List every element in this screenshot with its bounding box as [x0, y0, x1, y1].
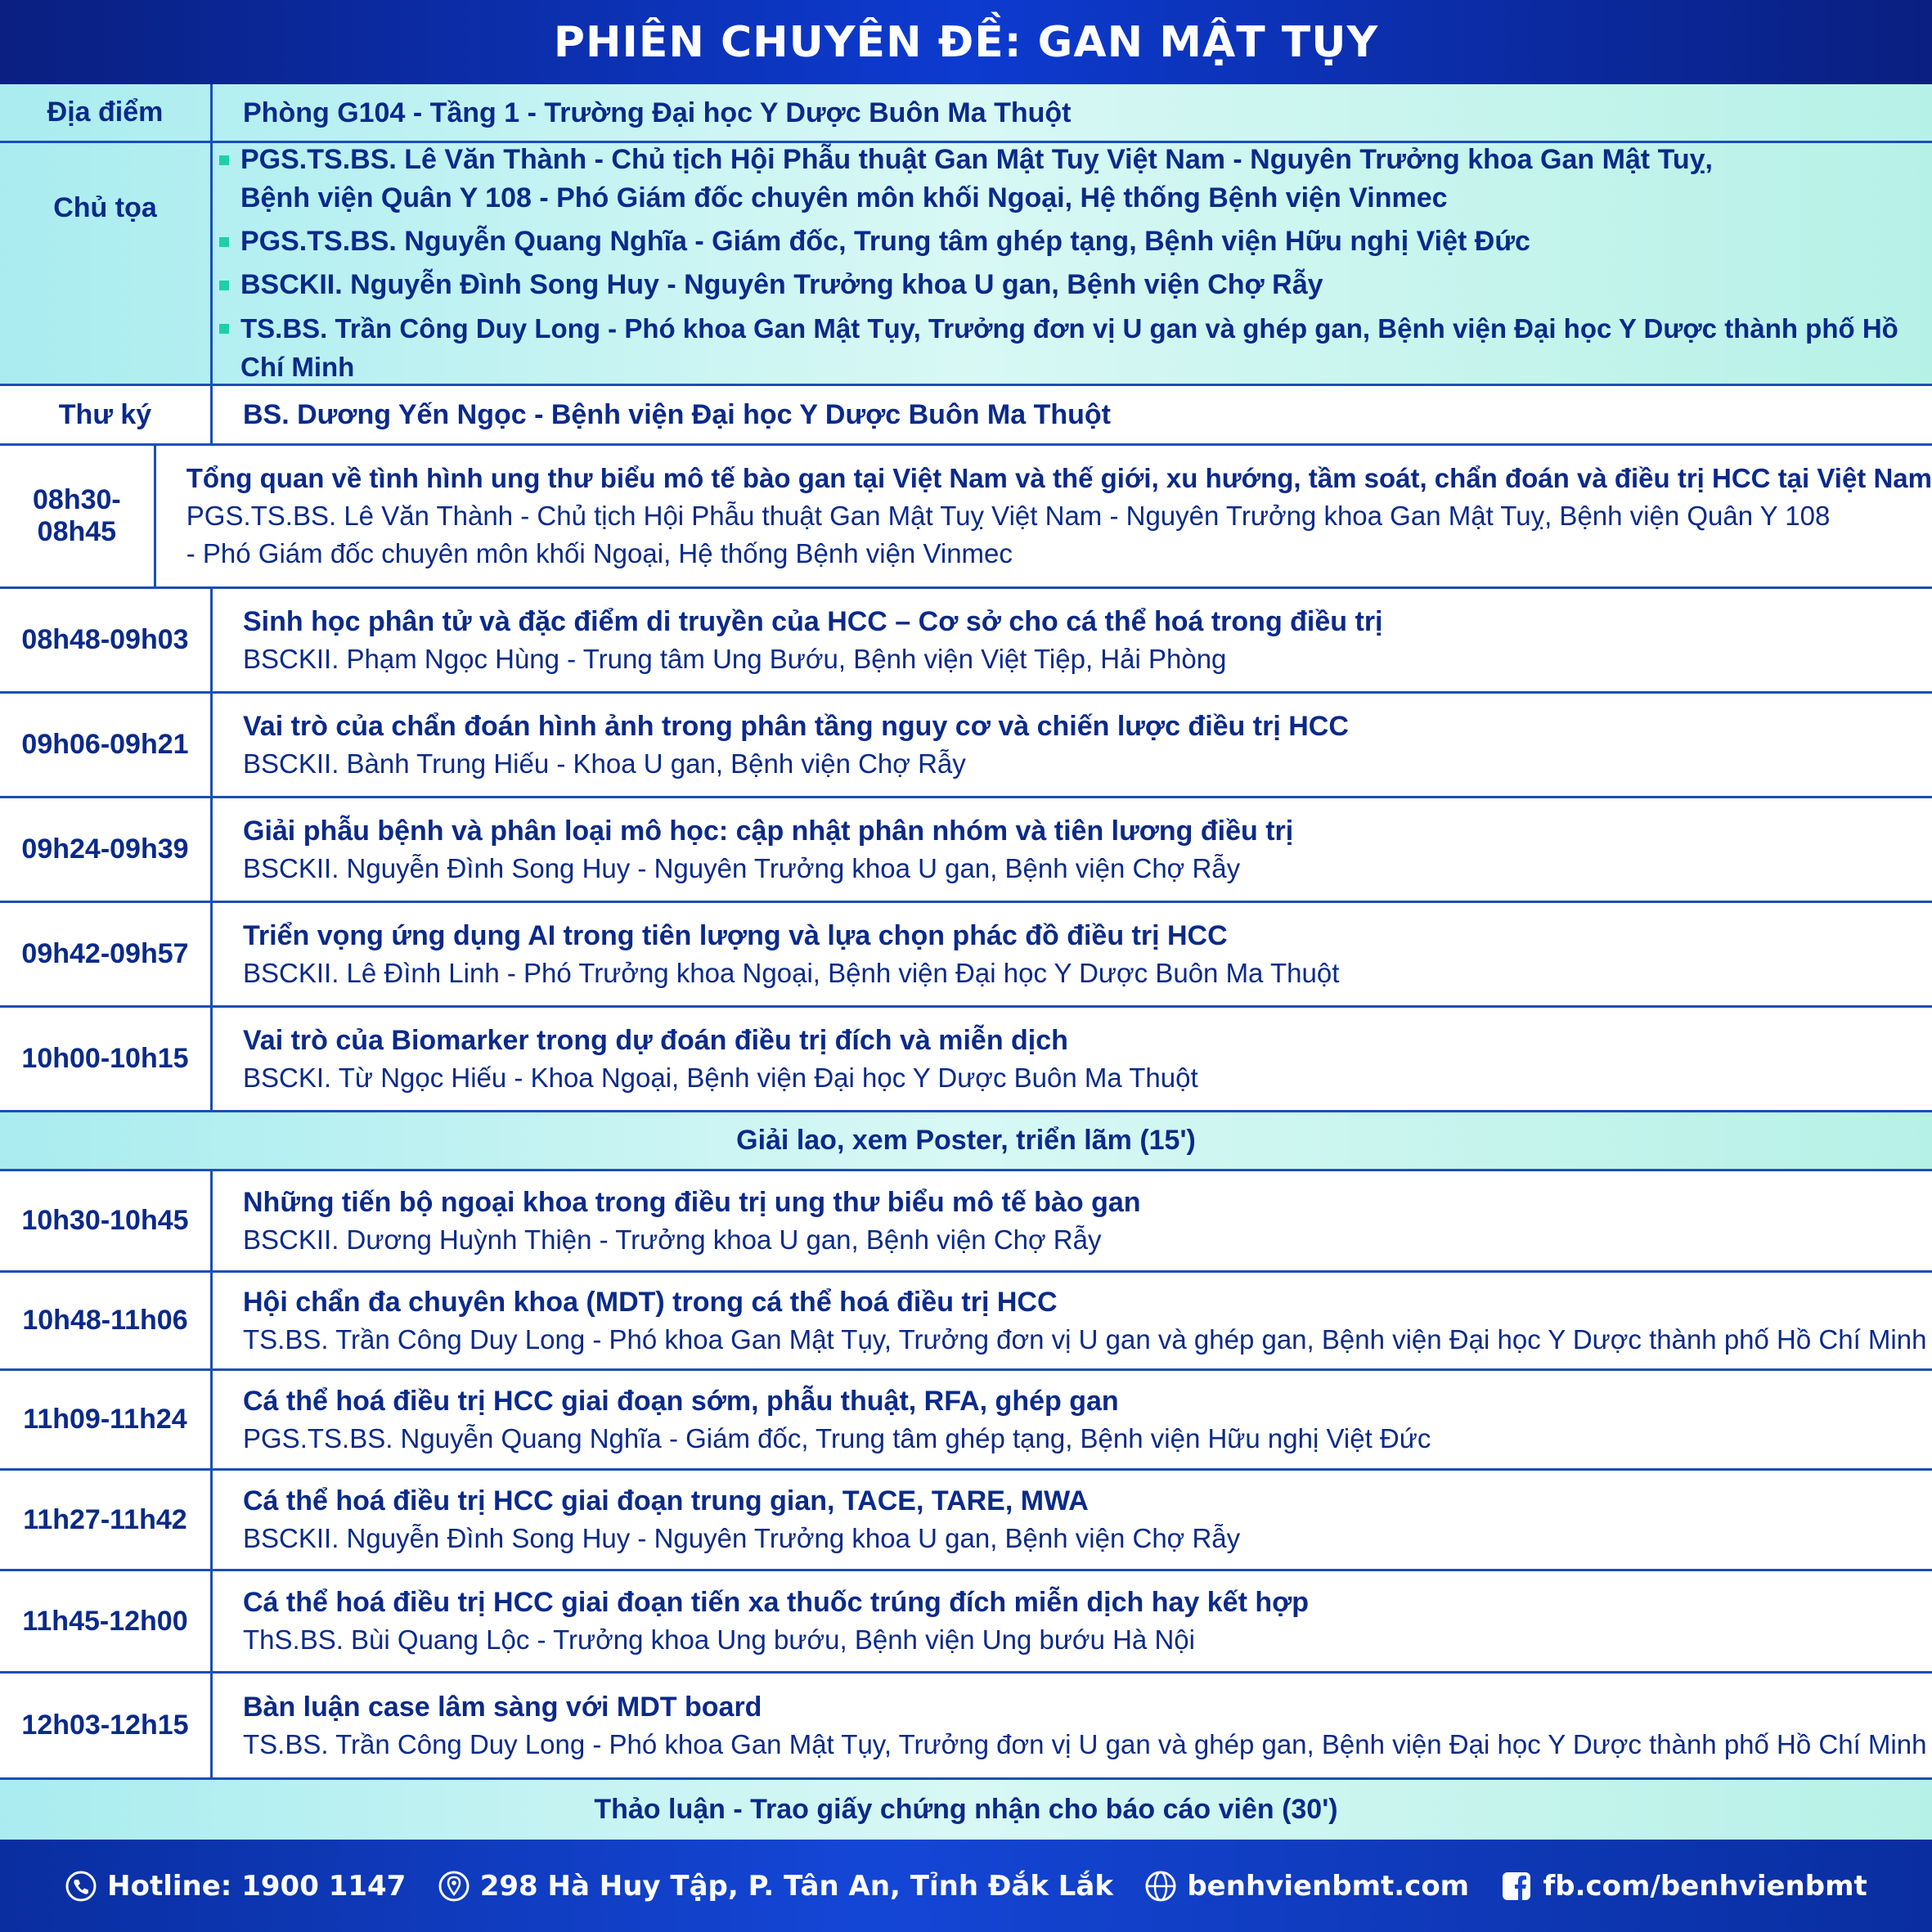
session-speaker: BSCKII. Bành Trung Hiếu - Khoa U gan, Bệnh viện Chợ Rẫy — [243, 748, 966, 779]
chairs-row — [0, 143, 1932, 386]
phone-icon — [65, 1870, 97, 1903]
location-row — [0, 84, 1932, 143]
facebook-icon — [1500, 1870, 1533, 1903]
session-speaker: BSCKI. Từ Ngọc Hiếu - Khoa Ngoại, Bệnh viện Đại học Y Dược Buôn Ma Thuột — [243, 1062, 1198, 1093]
bullet-icon — [219, 281, 229, 290]
globe-icon — [1144, 1870, 1177, 1903]
session-title: Cá thể hoá điều trị HCC giai đoạn tiến xa thuốc trúng đích miễn dịch hay kết hợp — [243, 1587, 1310, 1618]
session-time: 11h09-11h24 — [0, 1371, 213, 1468]
session-time: 09h06-09h21 — [0, 694, 213, 796]
session-speaker: TS.BS. Trần Công Duy Long - Phó khoa Gan Mật Tụy, Trưởng đơn vị U gan và ghép gan, Bệnh viện Đại học Y Dược thành phố Hồ Chí Minh — [243, 1728, 1927, 1759]
chair-item — [219, 222, 1932, 261]
session-title: Tổng quan về tình hình ung thư biểu mô tế bào gan tại Việt Nam và thế giới, xu hướng, tầm soát, chẩn đoán và điều trị HCC tại Việt Nam — [186, 463, 1932, 493]
facebook-link[interactable] — [1500, 1870, 1867, 1903]
bullet-icon — [219, 324, 229, 334]
session-speaker: BSCKII. Lê Đình Linh - Phó Trưởng khoa Ngoại, Bệnh viện Đại học Y Dược Buôn Ma Thuột — [243, 957, 1340, 988]
location-pin-icon — [438, 1870, 470, 1903]
session-time: 10h48-11h06 — [0, 1273, 213, 1368]
session-row — [0, 1571, 1932, 1674]
session-speaker: BSCKII. Nguyễn Đình Song Huy - Nguyên Trưởng khoa U gan, Bệnh viện Chợ Rẫy — [243, 852, 1241, 883]
chair-4: TS.BS. Trần Công Duy Long - Phó khoa Gan Mật Tụy, Trưởng đơn vị U gan và ghép gan, Bệnh viện Đại học Y Dược thành phố Hồ Chí Minh — [240, 313, 1898, 382]
session-speaker: PGS.TS.BS. Nguyễn Quang Nghĩa - Giám đốc, Trung tâm ghép tạng, Bệnh viện Hữu nghị Việt Đức — [243, 1422, 1431, 1453]
session-title: Bàn luận case lâm sàng với MDT board — [243, 1691, 762, 1723]
website-text: benhvienbmt.com — [1187, 1869, 1470, 1903]
session-row — [0, 1273, 1932, 1371]
session-time: 09h42-09h57 — [0, 903, 213, 1005]
bullet-icon — [219, 155, 229, 165]
session-title: Vai trò của Biomarker trong dự đoán điều trị đích và miễn dịch — [243, 1024, 1068, 1056]
chair-item — [219, 141, 1932, 218]
session-title: Những tiến bộ ngoại khoa trong điều trị ung thư biểu mô tế bào gan — [243, 1186, 1141, 1218]
address-text: 298 Hà Huy Tập, P. Tân An, Tỉnh Đắk Lắk — [479, 1869, 1113, 1903]
address — [438, 1870, 1113, 1903]
chair-item — [219, 309, 1932, 386]
session-speaker: BSCKII. Phạm Ngọc Hùng - Trung tâm Ung Bướu, Bệnh viện Việt Tiệp, Hải Phòng — [243, 643, 1227, 674]
session-speaker: PGS.TS.BS. Lê Văn Thành - Chủ tịch Hội Phẫu thuật Gan Mật Tuỵ Việt Nam - Nguyên Trưởng khoa Gan Mật Tuỵ, Bệnh viện Quân Y 108 — [186, 501, 1831, 531]
website-link[interactable] — [1144, 1870, 1469, 1903]
session-time: 08h48-09h03 — [0, 589, 213, 691]
session-speaker: ThS.BS. Bùi Quang Lộc - Trưởng khoa Ung bướu, Bệnh viện Ung bướu Hà Nội — [243, 1624, 1195, 1655]
session-speaker-cont: - Phó Giám đốc chuyên môn khối Ngoại, Hệ thống Bệnh viện Vinmec — [186, 538, 1013, 568]
agenda-table — [0, 84, 1932, 1840]
session-title: Vai trò của chẩn đoán hình ảnh trong phân tầng nguy cơ và chiến lược điều trị HCC — [243, 710, 1349, 742]
chair-2: PGS.TS.BS. Nguyễn Quang Nghĩa - Giám đốc, Trung tâm ghép tạng, Bệnh viện Hữu nghị Việt Đức — [240, 226, 1530, 257]
session-time: 08h30-08h45 — [0, 446, 156, 586]
chair-3: BSCKII. Nguyễn Đình Song Huy - Nguyên Trưởng khoa U gan, Bệnh viện Chợ Rẫy — [240, 269, 1323, 300]
page-header — [0, 0, 1932, 84]
location-label: Địa điểm — [0, 84, 213, 141]
session-row — [0, 1171, 1932, 1273]
hotline[interactable] — [65, 1870, 406, 1903]
session-title: Triển vọng ứng dụng AI trong tiên lượng và lựa chọn phác đồ điều trị HCC — [243, 919, 1228, 951]
secretary-value: BS. Dương Yến Ngọc - Bệnh viện Đại học Y Dược Buôn Ma Thuột — [243, 399, 1112, 430]
chairs-label: Chủ tọa — [0, 143, 213, 384]
chair-1-line1: PGS.TS.BS. Lê Văn Thành - Chủ tịch Hội Phẫu thuật Gan Mật Tuỵ Việt Nam - Nguyên Trưởng khoa Gan Mật Tuỵ, — [240, 144, 1713, 175]
session-row — [0, 1008, 1932, 1112]
bullet-icon — [219, 237, 229, 247]
facebook-text: fb.com/benhvienbmt — [1543, 1869, 1867, 1903]
session-title: Hội chẩn đa chuyên khoa (MDT) trong cá thể hoá điều trị HCC — [243, 1286, 1058, 1318]
location-value: Phòng G104 - Tầng 1 - Trường Đại học Y Dược Buôn Ma Thuột — [243, 97, 1072, 128]
session-time: 11h27-11h42 — [0, 1471, 213, 1569]
session-time: 12h03-12h15 — [0, 1674, 213, 1777]
secretary-row — [0, 386, 1932, 446]
chair-1-line2: Bệnh viện Quân Y 108 - Phó Giám đốc chuyên môn khối Ngoại, Hệ thống Bệnh viện Vinmec — [240, 182, 1448, 213]
session-row — [0, 446, 1932, 589]
session-row — [0, 1471, 1932, 1571]
session-speaker: TS.BS. Trần Công Duy Long - Phó khoa Gan Mật Tụy, Trưởng đơn vị U gan và ghép gan, Bệnh viện Đại học Y Dược thành phố Hồ Chí Minh — [243, 1323, 1927, 1355]
contact-footer — [0, 1840, 1932, 1932]
break-row: Giải lao, xem Poster, triển lãm (15') — [0, 1112, 1932, 1171]
session-row — [0, 589, 1932, 694]
session-speaker: BSCKII. Dương Huỳnh Thiện - Trưởng khoa U gan, Bệnh viện Chợ Rẫy — [243, 1224, 1102, 1255]
session-title: Cá thể hoá điều trị HCC giai đoạn sớm, phẫu thuật, RFA, ghép gan — [243, 1385, 1119, 1417]
session-row — [0, 798, 1932, 903]
session-time: 11h45-12h00 — [0, 1571, 213, 1671]
session-title: Sinh học phân tử và đặc điểm di truyền của HCC – Cơ sở cho cá thể hoá trong điều trị — [243, 605, 1383, 637]
session-row — [0, 1371, 1932, 1471]
hotline-text: Hotline: 1900 1147 — [107, 1869, 407, 1903]
session-row — [0, 903, 1932, 1008]
session-time: 10h30-10h45 — [0, 1171, 213, 1270]
session-title: Cá thể hoá điều trị HCC giai đoạn trung gian, TACE, TARE, MWA — [243, 1485, 1089, 1516]
session-row — [0, 1674, 1932, 1780]
session-time: 10h00-10h15 — [0, 1008, 213, 1110]
secretary-label: Thư ký — [0, 386, 213, 443]
session-row — [0, 694, 1932, 798]
chair-item — [219, 266, 1932, 304]
session-speaker: BSCKII. Nguyễn Đình Song Huy - Nguyên Trưởng khoa U gan, Bệnh viện Chợ Rẫy — [243, 1523, 1241, 1553]
page-title: PHIÊN CHUYÊN ĐỀ: GAN MẬT TỤY — [553, 17, 1379, 67]
closing-row: Thảo luận - Trao giấy chứng nhận cho báo cáo viên (30') — [0, 1780, 1932, 1840]
session-title: Giải phẫu bệnh và phân loại mô học: cập nhật phân nhóm và tiên lương điều trị — [243, 815, 1294, 847]
session-time: 09h24-09h39 — [0, 798, 213, 901]
